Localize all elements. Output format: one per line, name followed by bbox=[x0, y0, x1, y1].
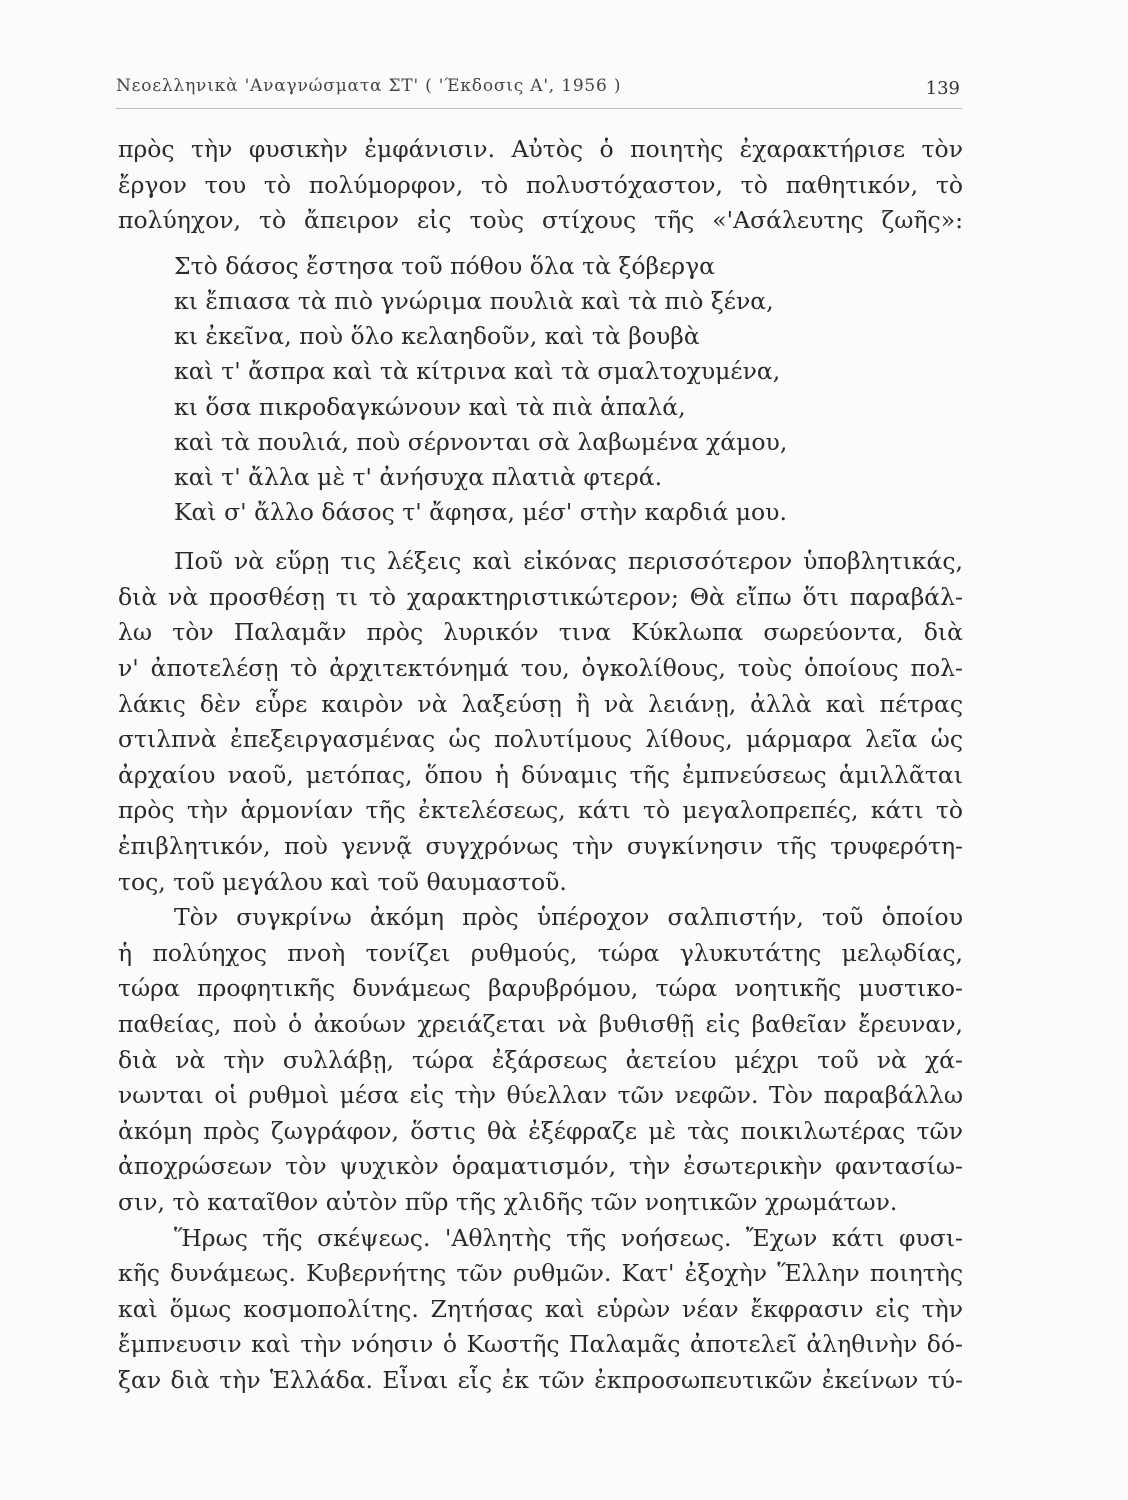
intro-paragraph bbox=[118, 132, 963, 239]
text-line: σιν, τὸ καταῖθον αὐτὸν πῦρ τῆς χλιδῆς τῶν νοητικῶν χρωμάτων. bbox=[118, 1187, 898, 1216]
text-line: ἔργον του τὸ πολύμορφον, τὸ πολυστόχαστον, τὸ παθητικόν, τὸ bbox=[118, 170, 963, 199]
text-line: διὰ νὰ τὴν συλλάβῃ, τώρα ἐξάρσεως ἀετείου μέχρι τοῦ νὰ χά- bbox=[118, 1045, 963, 1074]
text-line: παθείας, ποὺ ὁ ἀκούων χρειάζεται νὰ βυθισθῇ εἰς βαθεῖαν ἔρευναν, bbox=[118, 1010, 963, 1038]
running-title: Νεοελληνικὰ 'Αναγνώσματα ΣΤ' ( 'Έκδοσις Α', 1956 ) bbox=[116, 76, 622, 96]
text-line: πρὸς τὴν φυσικὴν ἐμφάνισιν. Αὐτὸς ὁ ποιητὴς ἐχαρακτήρισε τὸν bbox=[118, 135, 963, 163]
paragraph-salpistis bbox=[118, 900, 963, 1220]
text-line: Ἥρως τῆς σκέψεως. 'Αθλητὴς τῆς νοήσεως. Ἔχων κάτι φυσι- bbox=[174, 1223, 963, 1252]
text-line: λάκις δὲν εὗρε καιρὸν νὰ λαξεύσῃ ἢ νὰ λειάνῃ, ἀλλὰ καὶ πέτρας bbox=[118, 689, 963, 718]
text-line: καὶ ὅμως κοσμοπολίτης. Ζητήσας καὶ εὑρὼν νέαν ἔκφρασιν εἰς τὴν bbox=[118, 1294, 963, 1323]
text-line: ἀποχρώσεων τὸν ψυχικὸν ὁραματισμόν, τὴν ἐσωτερικὴν φαντασίω- bbox=[118, 1152, 963, 1181]
poem-quote bbox=[118, 239, 963, 545]
text-line: πρὸς τὴν ἁρμονίαν τῆς ἐκτελέσεως, κάτι τὸ μεγαλοπρεπές, κάτι τὸ bbox=[118, 796, 963, 825]
text-line: Τὸν συγκρίνω ἀκόμη πρὸς ὑπέροχον σαλπιστήν, τοῦ ὁποίου bbox=[174, 903, 963, 932]
text-line: ἡ πολύηχος πνοὴ τονίζει ρυθμούς, τώρα γλυκυτάτης μελῳδίας, bbox=[118, 938, 963, 967]
text-line: κῆς δυνάμεως. Κυβερνήτης τῶν ρυθμῶν. Κατ' ἐξοχὴν Ἕλλην ποιητὴς bbox=[118, 1259, 963, 1288]
poem-verse: κι ὅσα πικροδαγκώνουν καὶ τὰ πιὰ ἁπαλά, bbox=[174, 392, 686, 421]
text-line: ἔμπνευσιν καὶ τὴν νόησιν ὁ Κωστῆς Παλαμᾶς ἀποτελεῖ ἀληθινὴν δό- bbox=[118, 1330, 963, 1359]
text-line: νωνται οἱ ρυθμοὶ μέσα εἰς τὴν θύελλαν τῶν νεφῶν. Τὸν παραβάλλω bbox=[118, 1081, 963, 1110]
paragraph-kyklops bbox=[118, 544, 963, 900]
page-number: 139 bbox=[925, 78, 960, 99]
poem-verse: κι ἔπιασα τὰ πιὸ γνώριμα πουλιὰ καὶ τὰ πιὸ ξένα, bbox=[174, 286, 774, 315]
poem-verse: καὶ τ' ἄσπρα καὶ τὰ κίτρινα καὶ τὰ σμαλτοχυμένα, bbox=[174, 357, 781, 386]
text-line: τος, τοῦ μεγάλου καὶ τοῦ θαυμαστοῦ. bbox=[118, 867, 567, 896]
text-line: Ποῦ νὰ εὕρῃ τις λέξεις καὶ εἰκόνας περισσότερον ὑποβλητικάς, bbox=[174, 547, 963, 576]
text-line: ἀρχαίου ναοῦ, μετόπας, ὅπου ἡ δύναμις τῆς ἐμπνεύσεως ἁμιλλᾶται bbox=[118, 760, 963, 789]
poem-verse: κι ἐκεῖνα, ποὺ ὅλο κελαηδοῦν, καὶ τὰ βουβὰ bbox=[174, 322, 700, 351]
poem-verse: Στὸ δάσος ἔστησα τοῦ πόθου ὅλα τὰ ξόβεργα bbox=[174, 251, 716, 280]
text-line: λω τὸν Παλαμᾶν πρὸς λυρικόν τινα Κύκλωπα σωρεύοντα, διὰ bbox=[118, 618, 963, 647]
text-line: ἀκόμη πρὸς ζωγράφον, ὅστις θὰ ἐξέφραζε μὲ τὰς ποικιλωτέρας τῶν bbox=[118, 1116, 963, 1145]
body-text bbox=[118, 132, 963, 1399]
poem-verse: καὶ τὰ πουλιά, ποὺ σέρνονται σὰ λαβωμένα χάμου, bbox=[174, 427, 788, 456]
running-header bbox=[116, 72, 962, 109]
text-line: διὰ νὰ προσθέσῃ τι τὸ χαρακτηριστικώτερον; Θὰ εἴπω ὅτι παραβάλ- bbox=[118, 582, 963, 611]
poem-verse: Καὶ σ' ἄλλο δάσος τ' ἄφησα, μέσ' στὴν καρδιά μου. bbox=[174, 498, 787, 527]
text-line: πολύηχον, τὸ ἄπειρον εἰς τοὺς στίχους τῆς «'Ασάλευτης ζωῆς»: bbox=[118, 206, 963, 235]
text-line: ξαν διὰ τὴν Ἑλλάδα. Εἶναι εἷς ἐκ τῶν ἐκπροσωπευτικῶν ἐκείνων τύ- bbox=[118, 1365, 963, 1394]
poem-verse: καὶ τ' ἄλλα μὲ τ' ἀνήσυχα πλατιὰ φτερά. bbox=[174, 462, 663, 491]
text-line: ἐπιβλητικόν, ποὺ γεννᾷ συγχρόνως τὴν συγκίνησιν τῆς τρυφερότη- bbox=[118, 832, 963, 861]
text-line: ν' ἀποτελέσῃ τὸ ἀρχιτεκτόνημά του, ὀγκολίθους, τοὺς ὁποίους πολ- bbox=[118, 654, 963, 683]
text-line: τώρα προφητικῆς δυνάμεως βαρυβρόμου, τώρα νοητικῆς μυστικο- bbox=[118, 974, 963, 1003]
paragraph-iros bbox=[118, 1221, 963, 1399]
text-line: στιλπνὰ ἐπεξειργασμένας ὡς πολυτίμους λίθους, μάρμαρα λεῖα ὡς bbox=[118, 725, 963, 754]
